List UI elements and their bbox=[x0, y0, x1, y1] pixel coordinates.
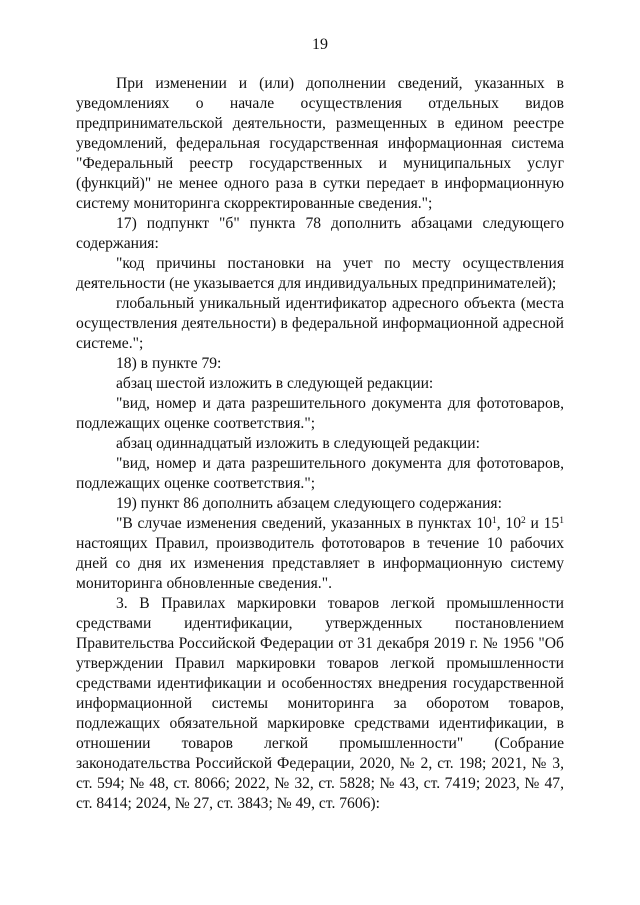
paragraph-section-3: 3. В Правилах маркировки товаров легкой промышленности средствами идентификации, утвержденных постановлением Правительства Российской Федерации от 31 декабря 2019 г. № 1956 "Об утверждении Правил маркировки товаров легкой промышленности средствами идентификации и особенностях внедрения государственной информационной системы мониторинга за оборотом товаров, подлежащих обязательной маркировке средствами идентификации, в отношении товаров легкой промышленности" (Собрание законодательства Российской Федерации, 2020, № 2, ст. 198; 2021, № 3, ст. 594; № 48, ст. 8066; 2022, № 32, ст. 5828; № 43, ст. 7419; 2023, № 47, ст. 8414; 2024, № 27, ст. 3843; № 49, ст. 7606): bbox=[76, 595, 564, 812]
paragraph-global-identifier: глобальный уникальный идентификатор адресного объекта (места осуществления деятельности) в федеральной информационной адресной системе."; bbox=[76, 295, 564, 352]
page-number: 19 bbox=[312, 36, 328, 53]
paragraph-item-17: 17) подпункт "б" пункта 78 дополнить абзацами следующего содержания: bbox=[76, 215, 564, 252]
paragraph-eleventh-abzac: абзац одиннадцатый изложить в следующей редакции: bbox=[116, 435, 480, 452]
document-body bbox=[76, 74, 564, 814]
paragraph-permit-document-2: "вид, номер и дата разрешительного документа для фототоваров, подлежащих оценке соответствия."; bbox=[76, 455, 564, 492]
paragraph-notification-changes: При изменении и (или) дополнении сведений, указанных в уведомлениях о начале осуществления отдельных видов предпринимательской деятельности, размещенных в едином реестре уведомлений, федеральная государственная информационная система "Федеральный реестр государственных и муниципальных услуг (функций)" не менее одного раза в сутки передает в информационную систему мониторинга скорректированные сведения."; bbox=[76, 75, 564, 212]
p86-text-mid-2: и 15 bbox=[525, 515, 560, 532]
paragraph-permit-document-1: "вид, номер и дата разрешительного документа для фототоваров, подлежащих оценке соответствия."; bbox=[76, 395, 564, 432]
p86-superscript-2: 2 bbox=[521, 516, 526, 526]
paragraph-item-19: 19) пункт 86 дополнить абзацем следующего содержания: bbox=[116, 495, 502, 512]
p86-text-before: "В случае изменения сведений, указанных в пунктах 10 bbox=[116, 515, 492, 532]
p86-superscript-3: 1 bbox=[559, 516, 565, 526]
paragraph-kpp-code: "код причины постановки на учет по месту осуществления деятельности (не указывается для индивидуальных предпринимателей); bbox=[76, 255, 564, 292]
p86-superscript-1: 1 bbox=[491, 516, 497, 526]
paragraph-item-86-addition bbox=[76, 514, 564, 594]
p86-text-mid-1: , 10 bbox=[496, 515, 521, 532]
p86-text-after: настоящих Правил, производитель фототоваров в течение 10 рабочих дней со дня их изменения представляет в информационную систему мониторинга обновленные сведения.". bbox=[76, 535, 564, 592]
paragraph-sixth-abzac: абзац шестой изложить в следующей редакции: bbox=[116, 375, 434, 392]
paragraph-item-18: 18) в пункте 79: bbox=[116, 355, 222, 372]
